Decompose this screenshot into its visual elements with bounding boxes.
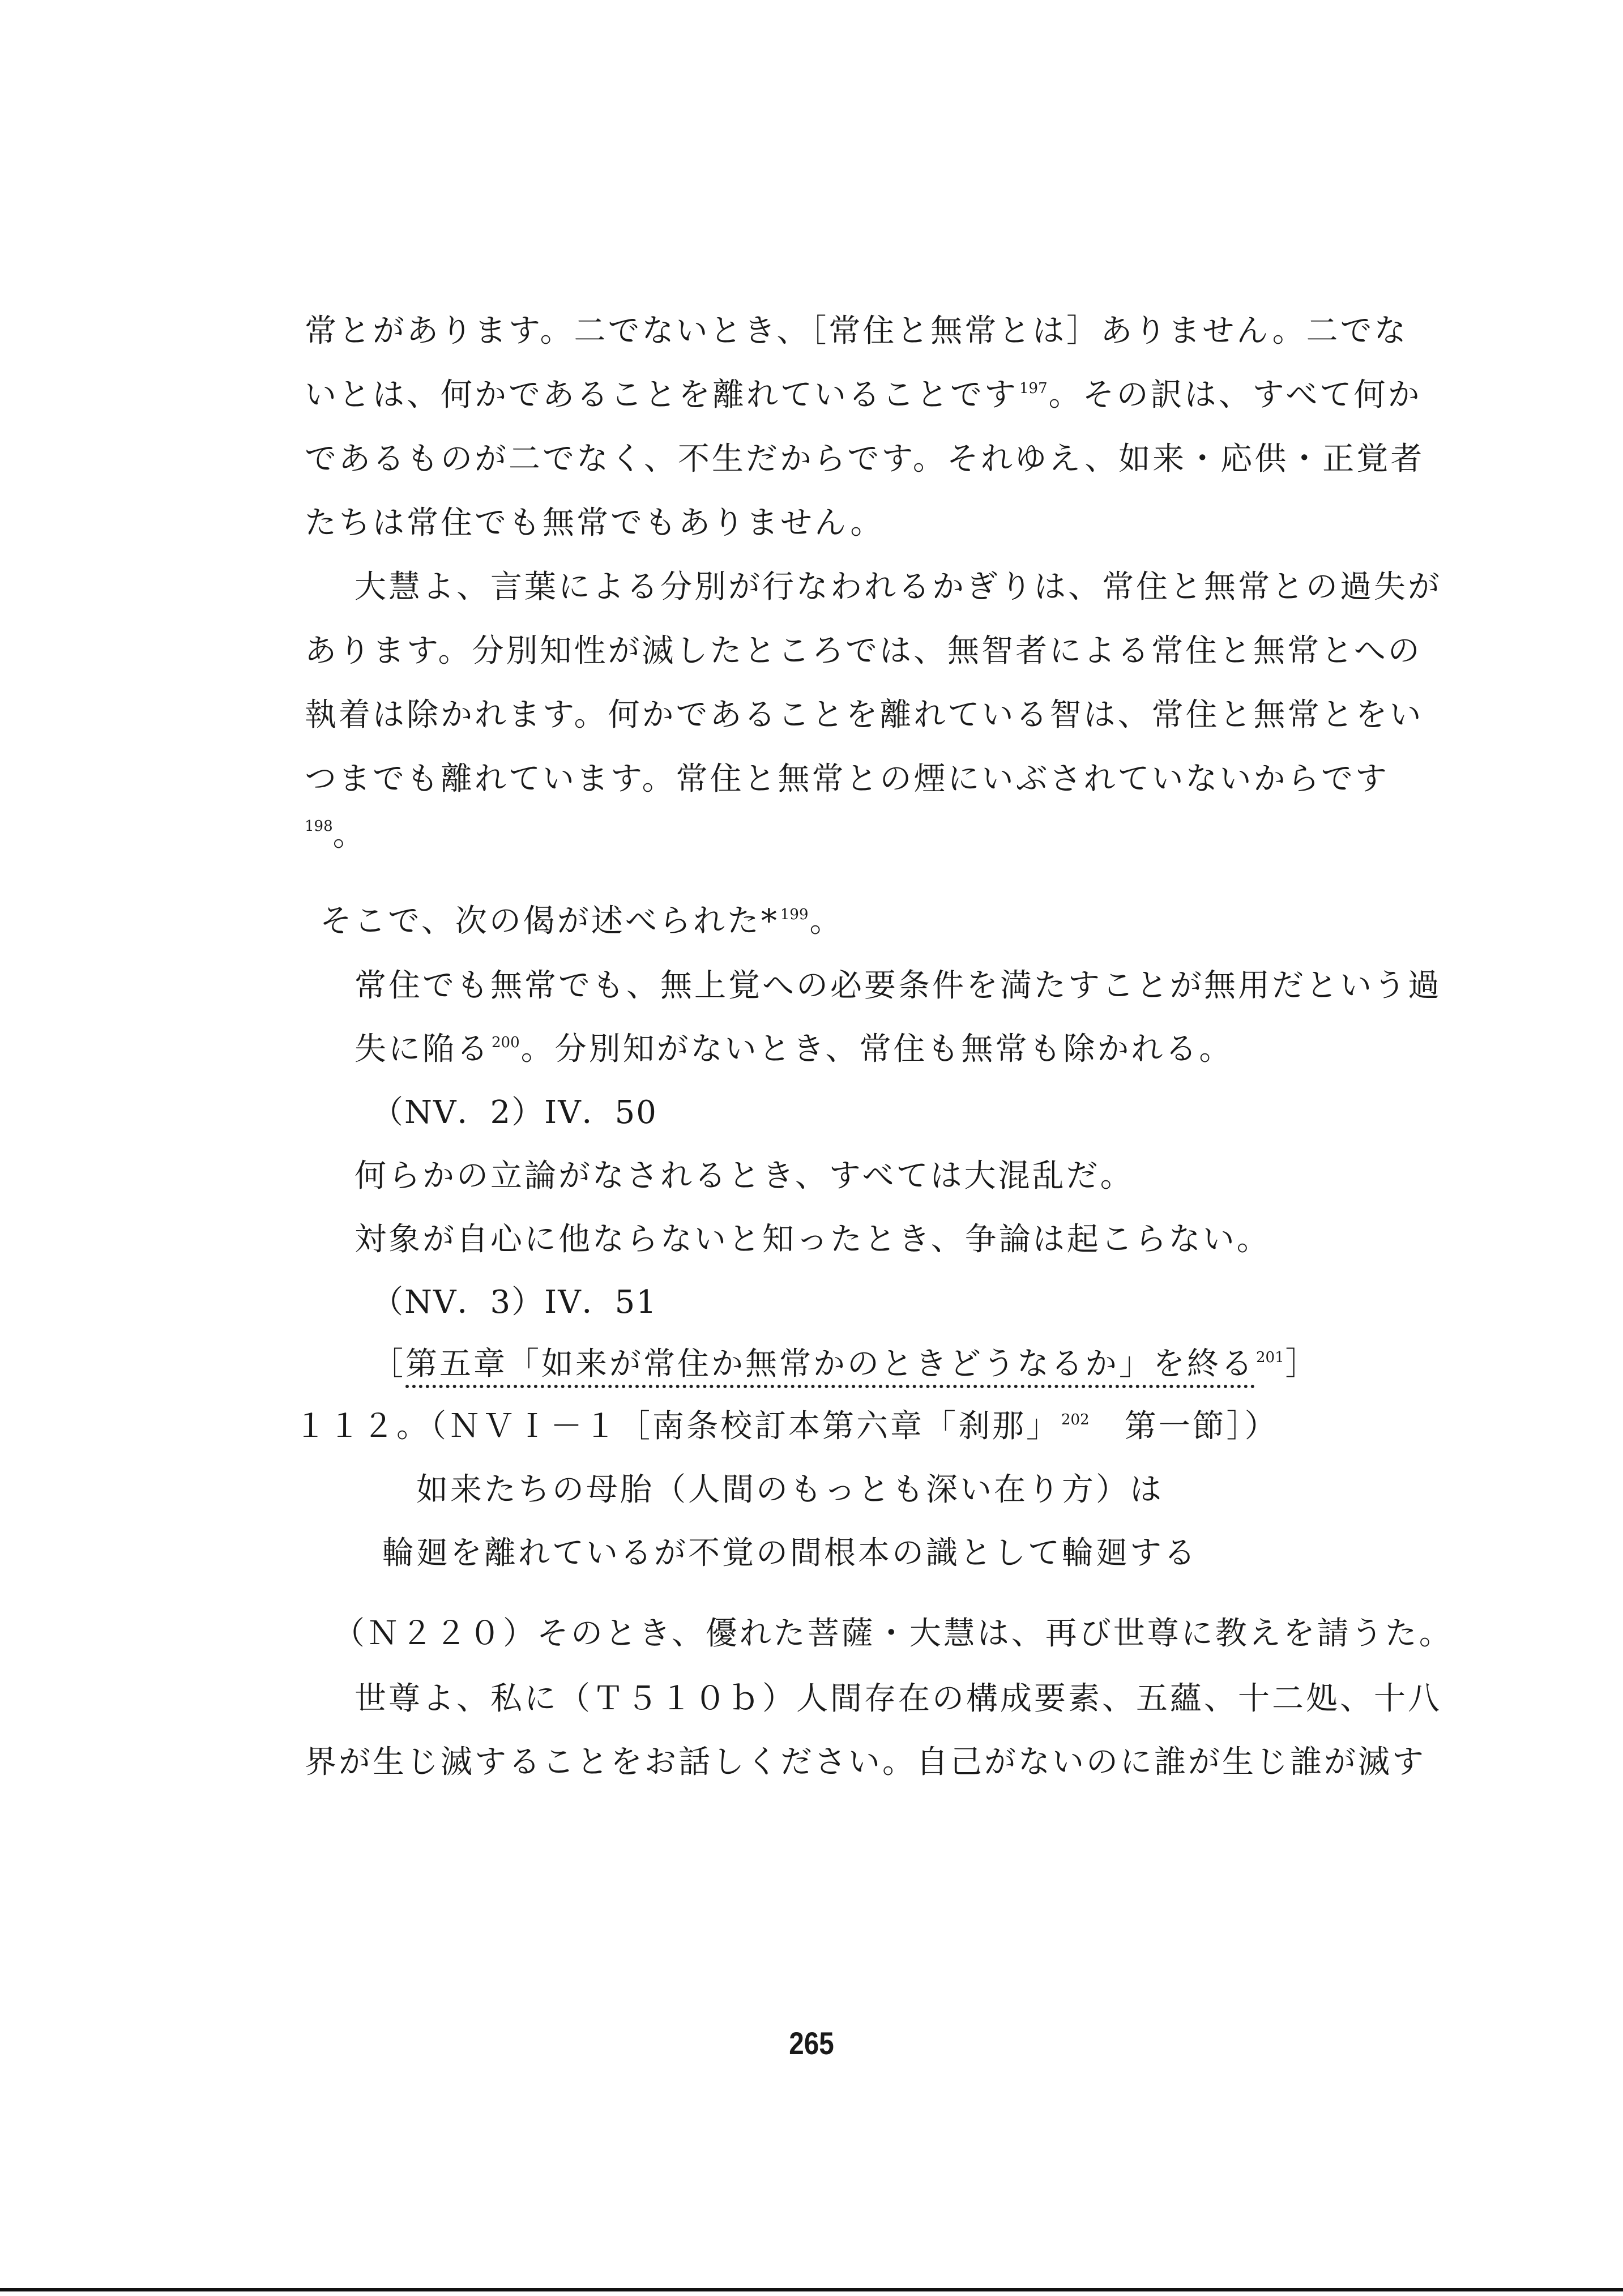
section-subtitle: 如来たちの母胎（人間のもっとも深い在り方）は bbox=[416, 1471, 1164, 1508]
verse-line: 対象が自心に他ならないと知ったとき、争論は起こらない。 bbox=[355, 1221, 1271, 1258]
text-line: 執着は除かれます。何かであることを離れている智は、常住と無常とをい bbox=[305, 697, 1424, 733]
text-line: 世尊よ、私に（Ｔ５１０ｂ）人間存在の構成要素、五蘊、十二処、十八 bbox=[355, 1680, 1442, 1717]
section-subtitle: 輪廻を離れているが不覚の間根本の識として輪廻する bbox=[382, 1535, 1198, 1572]
section-heading bbox=[294, 1407, 1279, 1446]
text-line: 常とがあります。二でないとき、［常住と無常とは］ありません。二でな bbox=[305, 313, 1408, 349]
text-segment: １１２。（ＮＶＩ－１［南条校訂本第六章「刹那」 bbox=[294, 1408, 1060, 1445]
bracket: ［ bbox=[371, 1346, 405, 1382]
page-number: 265 bbox=[789, 2025, 834, 2061]
text-line bbox=[305, 375, 1422, 415]
footnote-ref[interactable]: 199 bbox=[780, 906, 809, 923]
bracket: ］ bbox=[1285, 1346, 1319, 1382]
verse-line bbox=[355, 1030, 1233, 1069]
text-line: 大慧よ、言葉による分別が行なわれるかぎりは、常住と無常との過失が bbox=[355, 569, 1442, 605]
text-segment: 失に陥る bbox=[355, 1031, 490, 1068]
text-segment: 。 bbox=[332, 817, 367, 853]
verse-line: 何らかの立論がなされるとき、すべては大混乱だ。 bbox=[355, 1158, 1134, 1194]
text-segment: 。分別知がないとき、常住も無常も除かれる。 bbox=[520, 1031, 1233, 1068]
text-segment: 。その訳は、すべて何か bbox=[1048, 377, 1422, 413]
text-line: つまでも離れています。常住と無常との煙にいぶされていないからです bbox=[305, 761, 1389, 797]
chapter-end bbox=[371, 1345, 1319, 1384]
footnote-ref[interactable]: 202 bbox=[1061, 1411, 1090, 1428]
text-segment: そこで、次の偈が述べられた* bbox=[320, 903, 779, 940]
text-line: であるものが二でなく、不生だからです。それゆえ、如来・応供・正覚者 bbox=[305, 441, 1425, 477]
text-segment: 第一節］） bbox=[1090, 1408, 1279, 1445]
footnote-ref[interactable]: 201 bbox=[1256, 1349, 1284, 1366]
text-line: 界が生じ滅することをお話しください。自己がないのに誰が生じ誰が滅す bbox=[305, 1744, 1426, 1781]
footnote-ref[interactable]: 200 bbox=[492, 1034, 520, 1051]
text-line: （Ｎ２２０）そのとき、優れた菩薩・大慧は、再び世尊に教えを請うた。 bbox=[333, 1615, 1453, 1652]
text-segment: 。 bbox=[809, 903, 844, 940]
text-line bbox=[305, 816, 367, 861]
chapter-end-title: 第五章「如来が常住か無常かのときどうなるか」を終る bbox=[405, 1346, 1255, 1388]
footnote-ref[interactable]: 198 bbox=[305, 818, 333, 835]
text-segment: いとは、何かであることを離れていることです bbox=[305, 377, 1018, 413]
text-line: あります。分別知性が滅したところでは、無智者による常住と無常とへの bbox=[305, 633, 1422, 669]
text-line bbox=[320, 902, 844, 941]
verse-reference: （NV．3）IV．51 bbox=[371, 1284, 657, 1321]
page-bottom-edge bbox=[0, 2288, 1623, 2291]
text-line: たちは常住でも無常でもありません。 bbox=[305, 505, 885, 541]
footnote-ref[interactable]: 197 bbox=[1019, 380, 1048, 397]
verse-line: 常住でも無常でも、無上覚への必要条件を満たすことが無用だという過 bbox=[355, 967, 1442, 1004]
verse-reference: （NV．2）IV．50 bbox=[371, 1094, 657, 1131]
